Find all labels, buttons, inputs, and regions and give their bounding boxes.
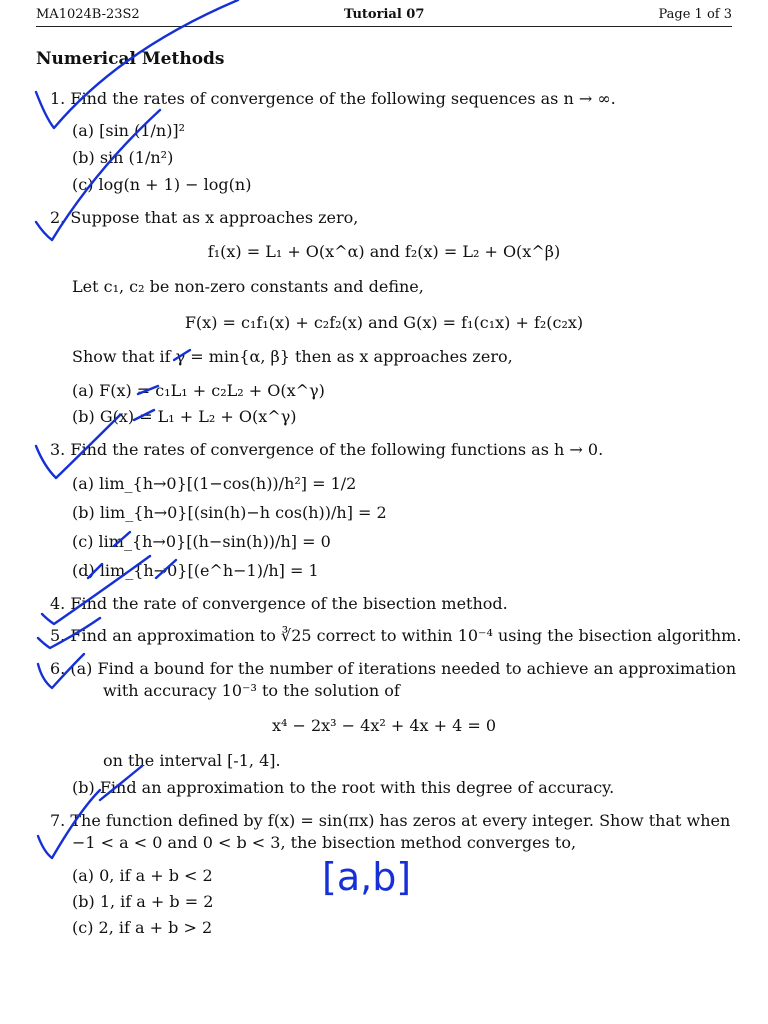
- q1-part-c: (c) log(n + 1) − log(n): [72, 175, 252, 194]
- q7-line-2: −1 < a < 0 and 0 < b < 3, the bisection method converges to,: [72, 833, 577, 852]
- q1-part-a: (a) [sin (1/n)]²: [72, 121, 186, 140]
- page-header-title: Tutorial 07: [344, 7, 425, 22]
- q2-equation-2: F(x) = c₁f₁(x) + c₂f₂(x) and G(x) = f₁(c₁x) + f₂(c₂x): [184, 313, 584, 332]
- q6-part-a-line-2: with accuracy 10⁻³ to the solution of: [103, 681, 400, 700]
- q3-part-c: (c) lim_{h→0}[(h−sin(h))/h] = 0: [72, 532, 331, 551]
- q3-part-b: (b) lim_{h→0}[(sin(h)−h cos(h))/h] = 2: [72, 503, 387, 522]
- q2-part-a: (a) F(x) = c₁L₁ + c₂L₂ + O(x^γ): [72, 381, 325, 400]
- q1-part-b: (b) sin (1/n²): [72, 148, 174, 167]
- section-title: Numerical Methods: [36, 49, 225, 69]
- q3-text: 3. Find the rates of convergence of the following functions as h → 0.: [50, 440, 604, 459]
- q7-part-b: (b) 1, if a + b = 2: [72, 892, 214, 911]
- q6-equation: x⁴ − 2x³ − 4x² + 4x + 4 = 0: [271, 716, 497, 735]
- q2-let: Let c₁, c₂ be non-zero constants and define,: [72, 277, 424, 296]
- course-code: MA1024B-23S2: [36, 7, 140, 22]
- q2-equation-1: f₁(x) = L₁ + O(x^α) and f₂(x) = L₂ + O(x^β): [207, 242, 561, 261]
- q2-text: 2. Suppose that as x approaches zero,: [50, 208, 359, 227]
- q6-part-a-line-1: 6. (a) Find a bound for the number of iterations needed to achieve an approximation: [50, 659, 737, 678]
- q7-line-1: 7. The function defined by f(x) = sin(πx) has zeros at every integer. Show that when: [50, 811, 731, 830]
- q4-text: 4. Find the rate of convergence of the bisection method.: [50, 594, 508, 613]
- header-rule: [36, 26, 732, 27]
- q2-show: Show that if γ = min{α, β} then as x approaches zero,: [72, 347, 513, 366]
- q2-part-b: (b) G(x) = L₁ + L₂ + O(x^γ): [72, 407, 297, 426]
- q7-part-a: (a) 0, if a + b < 2: [72, 866, 213, 885]
- q7-part-c: (c) 2, if a + b > 2: [72, 918, 213, 937]
- handwritten-interval-note: [a,b]: [322, 855, 412, 899]
- q1-text: 1. Find the rates of convergence of the following sequences as n → ∞.: [50, 89, 616, 108]
- page-number: Page 1 of 3: [658, 7, 732, 22]
- q5-text: 5. Find an approximation to ∛25 correct to within 10⁻⁴ using the bisection algorithm.: [50, 626, 742, 645]
- q6-part-b: (b) Find an approximation to the root with this degree of accuracy.: [72, 778, 615, 797]
- q3-part-a: (a) lim_{h→0}[(1−cos(h))/h²] = 1/2: [72, 474, 357, 493]
- q6-interval: on the interval [-1, 4].: [103, 751, 281, 770]
- q3-part-d: (d) lim_{h→0}[(e^h−1)/h] = 1: [72, 561, 319, 580]
